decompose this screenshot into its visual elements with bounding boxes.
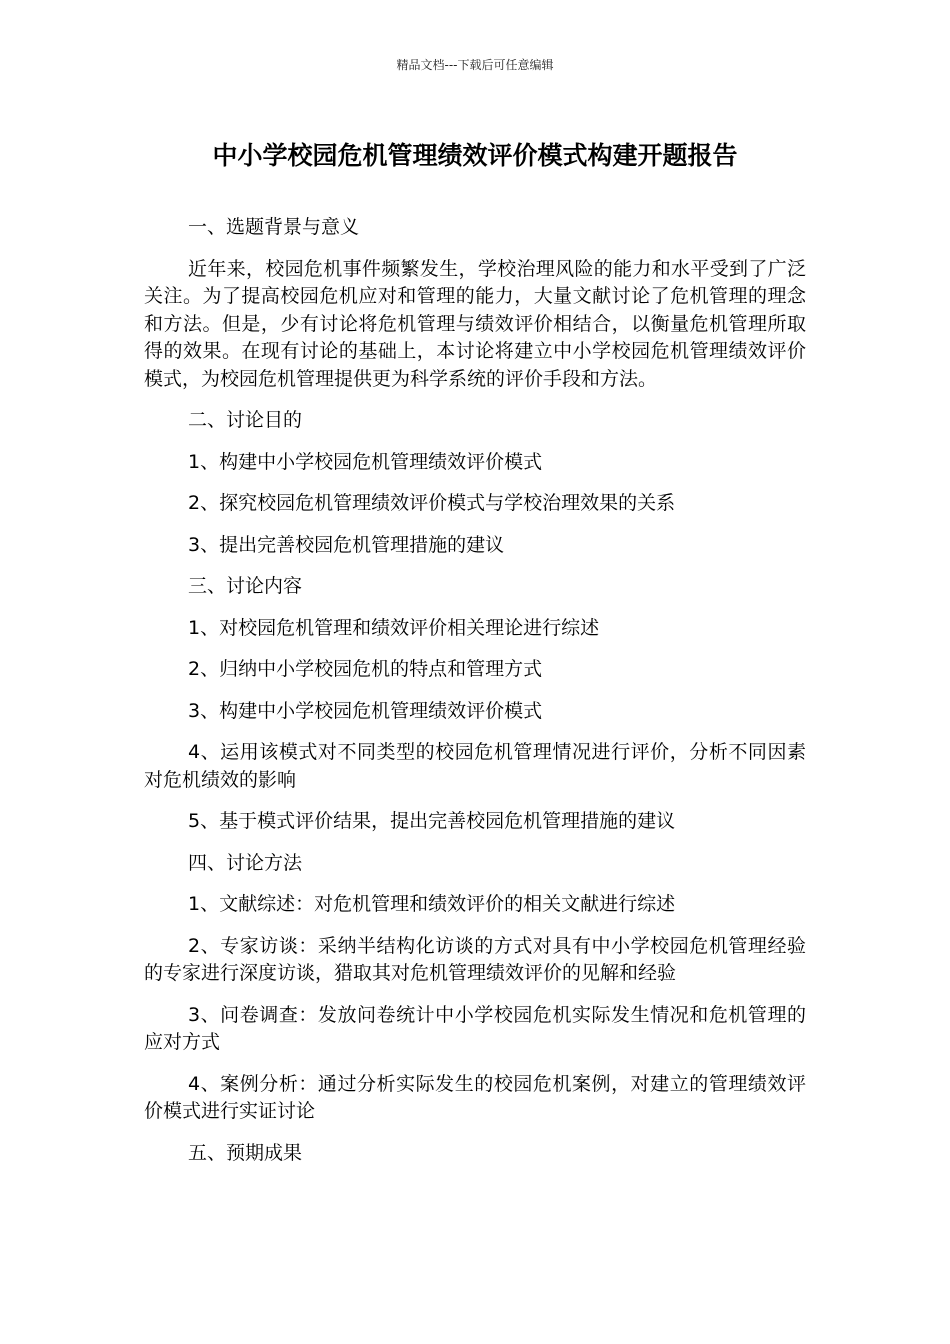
method-item-3: 3、问卷调查：发放问卷统计中小学校园危机实际发生情况和危机管理的应对方式 [144,1003,806,1053]
section-heading-content: 三、讨论内容 [188,575,303,597]
purpose-item-2: 2、探究校园危机管理绩效评价模式与学校治理效果的关系 [188,492,676,514]
background-paragraph: 近年来，校园危机事件频繁发生，学校治理风险的能力和水平受到了广泛关注。为了提高校园危机应对和管理的能力，大量文献讨论了危机管理的理念和方法。但是，少有讨论将危机管理与绩效评价相结合，以衡量危机管理所取得的效果。在现有讨论的基础上，本讨论将建立中小学校园危机管理绩效评价模式，为校园危机管理提供更为科学系统的评价手段和方法。 [144,257,806,390]
content-item-4: 4、运用该模式对不同类型的校园危机管理情况进行评价，分析不同因素对危机绩效的影响 [144,741,806,791]
method-item-4: 4、案例分析：通过分析实际发生的校园危机案例，对建立的管理绩效评价模式进行实证讨论 [144,1072,806,1122]
purpose-item-1: 1、构建中小学校园危机管理绩效评价模式 [188,450,543,473]
document-title: 中小学校园危机管理绩效评价模式构建开题报告 [212,141,738,170]
section-heading-background: 一、选题背景与意义 [188,216,360,238]
content-item-5: 5、基于模式评价结果，提出完善校园危机管理措施的建议 [188,810,676,832]
section-heading-purpose: 二、讨论目的 [188,409,303,431]
content-item-3: 3、构建中小学校园危机管理绩效评价模式 [188,699,543,722]
document-body [144,214,806,1181]
purpose-item-3: 3、提出完善校园危机管理措施的建议 [188,533,505,556]
content-item-2: 2、归纳中小学校园危机的特点和管理方式 [188,658,543,680]
header-note: 精品文档---下载后可任意编辑 [396,58,554,72]
content-item-1: 1、对校园危机管理和绩效评价相关理论进行综述 [188,616,600,639]
section-heading-methods: 四、讨论方法 [188,851,303,874]
method-item-2: 2、专家访谈：采纳半结构化访谈的方式对具有中小学校园危机管理经验的专家进行深度访谈，猎取其对危机管理绩效评价的见解和经验 [144,934,806,984]
method-item-1: 1、文献综述：对危机管理和绩效评价的相关文献进行综述 [188,893,676,915]
section-heading-outcomes: 五、预期成果 [188,1141,303,1164]
